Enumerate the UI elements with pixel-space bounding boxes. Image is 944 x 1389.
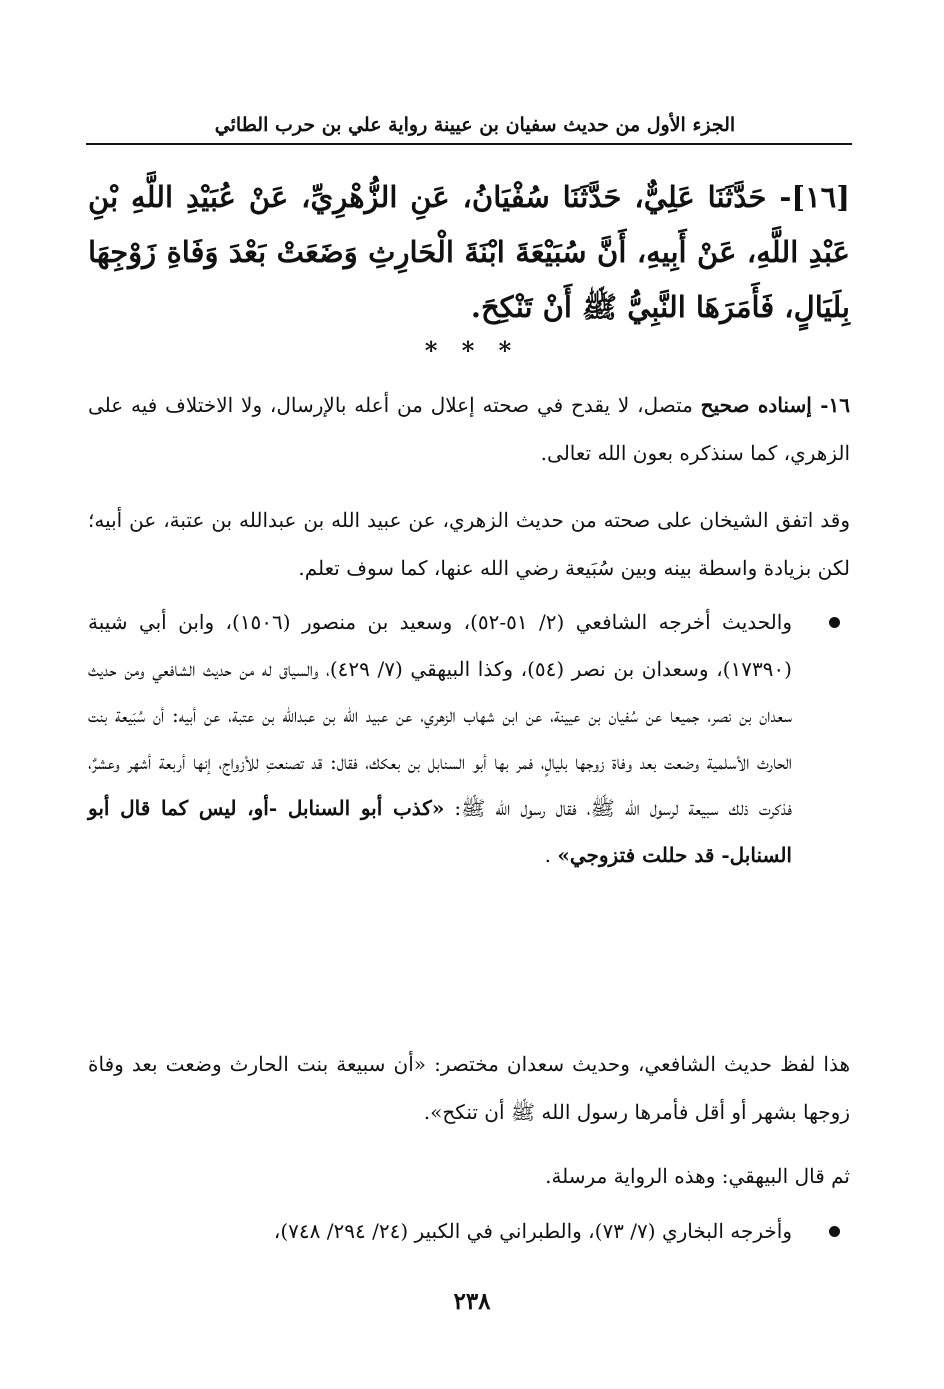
bullet-icon xyxy=(829,617,840,628)
paragraph-text: متصل، لا يقدح في صحته إعلال من أعله بالإرسال، ولا الاختلاف فيه على الزهري، كما سنذكره بعون الله تعالى. xyxy=(88,393,850,465)
takhrij-bullet-2: وأخرجه البخاري (٧/ ٧٣)، والطبراني في الكبير (٢٤/ ٢٩٤/ ٧٤٨)، xyxy=(273,1219,792,1243)
takhrij-bullet-1 xyxy=(88,599,792,878)
bullet-icon xyxy=(829,1226,840,1237)
isnad-verdict: ١٦- إسناده صحيح xyxy=(700,393,850,417)
commentary-paragraph-5: ثم قال البيهقي: وهذه الرواية مرسلة. xyxy=(545,1164,850,1188)
commentary-paragraph-4: هذا لفظ حديث الشافعي، وحديث سعدان مختصر: «أن سبيعة بنت الحارث وضعت بعد وفاة زوجها بشهر أو أقل فأمرها رسول الله ﷺ أن تنكح». xyxy=(88,1052,850,1124)
hadith-quote: «كذب أبو السنابل -أو، ليس كما قال أبو السنابل- قد حللت فتزوجي» xyxy=(88,796,792,867)
commentary-paragraph-2: وقد اتفق الشيخان على صحته من حديث الزهري، عن عبيد الله بن عبدالله بن عتبة، عن أبيه؛ لكن بزيادة واسطة بينه وبين سُبَيعة رضي الله عنها، كما سوف تعلم. xyxy=(88,508,850,580)
header-divider xyxy=(86,143,852,145)
bullet-end: . xyxy=(544,842,558,867)
page-number: ٢٣٨ xyxy=(453,1288,491,1315)
running-header: الجزء الأول من حديث سفيان بن عيينة رواية علي بن حرب الطائي xyxy=(214,114,736,136)
hadith-text: [١٦]- حَدَّثَنَا عَلِيٌّ، حَدَّثَنَا سُفْيَانُ، عَنِ الزُّهْرِيِّ، عَنْ عُبَيْدِ اللَّهِ بْنِ عَبْدِ اللَّهِ، عَنْ أَبِيهِ، أَنَّ سُبَيْعَةَ ابْنَةَ الْحَارِثِ وَضَعَتْ بَعْدَ وَفَاةِ زَوْجِهَا بِلَيَالٍ، فَأَمَرَهَا النَّبِيُّ ﷺ أَنْ تَنْكِحَ. xyxy=(88,180,850,324)
section-separator: * * * xyxy=(424,336,520,365)
bullet-text: والحديث أخرجه الشافعي (٢/ ٥١-٥٢)، وسعيد بن منصور (١٥٠٦)، وابن أبي شيبة (١٧٣٩٠)، وسعدان بن نصر (٥٤)، وكذا البيهقي (٧/ ٤٢٩)، والسياق له من حديث الشافعي ومن حديث سعدان بن نصر، جميعا عن سُفيان بن عيينة، عن ابن شهاب الزهري، عن عبيد الله بن عبدالله بن عتبة، عن أبيه: أن سُبَيعة بنت الحارث الأسلمية وضعت بعد وفاة زوجها بليالٍ، فمر بها أبو السنابل بن بعكك، فقال: قد تصنعتِ للأزواج، إنها أربعة أشهر وعشرٌ، فذكرت ذلك سبيعة لرسول الله ﷺ، فقال رسول الله ﷺ: xyxy=(88,610,793,820)
commentary-paragraph-1 xyxy=(88,381,850,477)
